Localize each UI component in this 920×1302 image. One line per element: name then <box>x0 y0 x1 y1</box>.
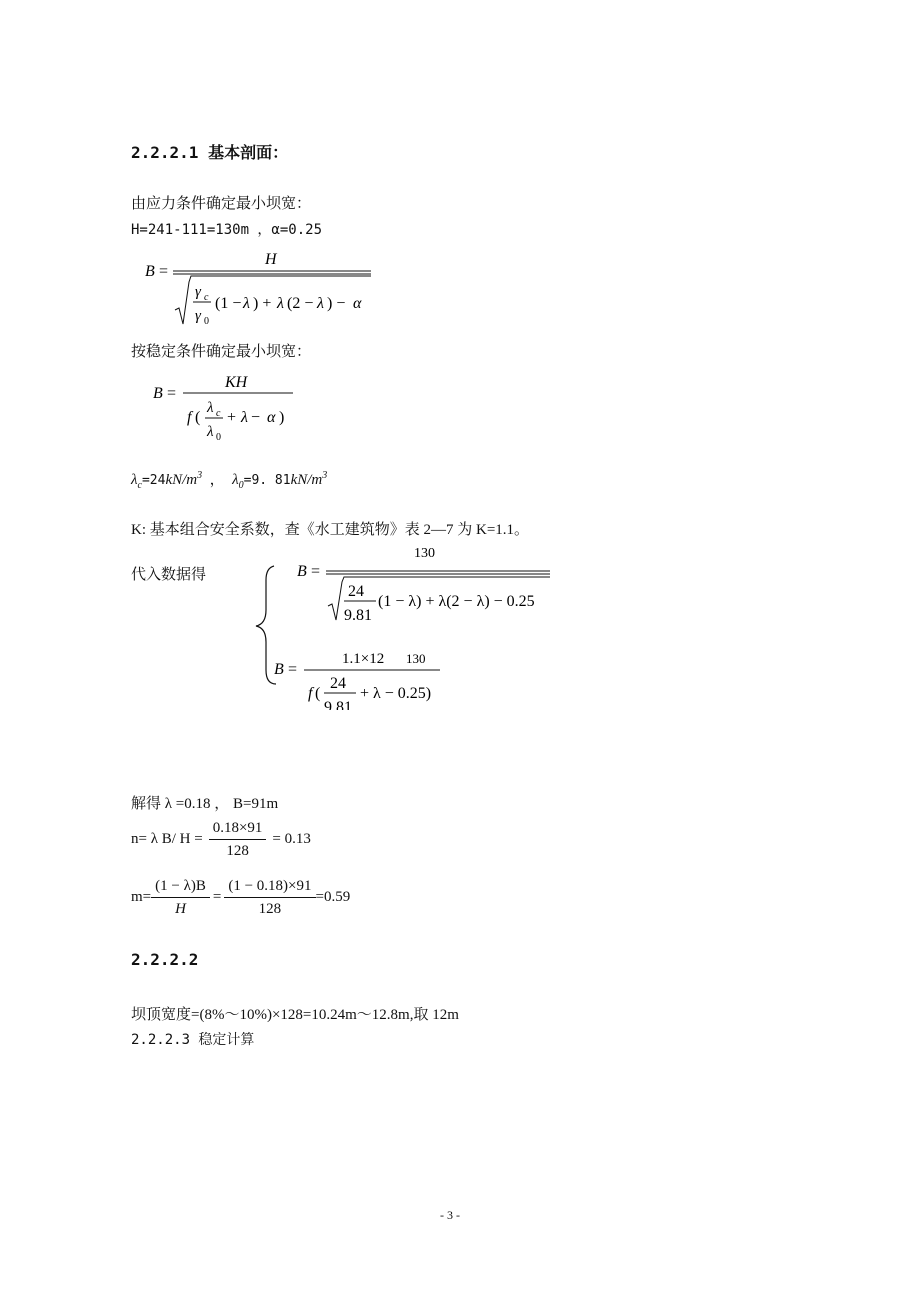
formula-stress-width-svg <box>143 244 383 328</box>
svg-text:) +: ) + <box>253 295 272 312</box>
m-prefix: m= <box>131 888 152 905</box>
svg-text:=: = <box>311 563 321 580</box>
svg-text:λ: λ <box>207 400 214 416</box>
svg-text:γ: γ <box>195 284 201 300</box>
m-fraction-2 <box>224 875 315 920</box>
lambda-values-line <box>131 468 327 491</box>
substitute-data-label: 代入数据得 <box>131 567 207 583</box>
svg-text:λ: λ <box>243 295 250 312</box>
lambda-c-symbol: $\lambda_c$ <box>131 472 142 491</box>
svg-text:=: = <box>159 263 169 280</box>
formula-stress-width <box>143 244 383 328</box>
svg-text:0: 0 <box>216 432 221 443</box>
n-fraction <box>209 817 267 862</box>
svg-text:=: = <box>288 661 298 678</box>
svg-text:B: B <box>274 661 284 678</box>
separator: ， <box>205 472 229 488</box>
svg-text:−: − <box>251 409 261 426</box>
svg-text:+: + <box>227 409 237 426</box>
curly-brace <box>256 566 276 684</box>
stress-condition-intro: 由应力条件确定最小坝宽： <box>131 196 312 212</box>
m-numerator-2: (1 − 0.18)×91 <box>224 875 315 898</box>
formula-stability-width-svg <box>151 370 311 450</box>
formula-n <box>131 814 311 864</box>
eq2-frac-top: 24 <box>330 675 346 692</box>
crest-width-line: 坝顶宽度=(8%～10%)×128=10.24m～12.8m,取 12m <box>131 1007 459 1023</box>
eq1-tail: (1 − λ) + λ(2 − λ) − 0.25 <box>378 593 535 610</box>
n-numerator: 0.18×91 <box>209 817 267 840</box>
solution-line: 解得 λ =0.18 ， B=91m <box>131 796 279 812</box>
svg-text:B: B <box>297 563 307 580</box>
m-result: =0.59 <box>315 888 351 905</box>
svg-text:c: c <box>204 292 209 303</box>
lambda-c-unit: $kN/m^3$ <box>165 470 203 488</box>
m-denominator-1: H <box>175 900 186 917</box>
svg-text:): ) <box>279 409 285 426</box>
svg-text:0: 0 <box>204 316 209 327</box>
svg-text:γ: γ <box>195 308 201 324</box>
n-denominator: 128 <box>226 842 249 859</box>
stability-condition-intro: 按稳定条件确定最小坝宽： <box>131 344 312 360</box>
k-safety-factor-line: K: 基本组合安全系数，查《水工建筑物》表 2—7 为 K=1.1。 <box>131 522 530 538</box>
equation-system-svg <box>254 540 564 710</box>
m-numerator-1: (1 − λ)B <box>151 875 210 898</box>
n-prefix: n= λ B/ H = <box>131 830 203 847</box>
unit-text: kN/m <box>290 472 323 488</box>
eq2-numerator: 1.1×12 <box>342 651 385 667</box>
svg-text:(: ( <box>315 685 321 702</box>
m-equals: = <box>212 888 222 905</box>
svg-text:=: = <box>167 385 177 402</box>
section-heading-2: 2.2.2.2 <box>131 950 199 969</box>
n-result: = 0.13 <box>272 830 311 847</box>
lambda-0-value: =9. 81 <box>243 473 291 488</box>
svg-text:H: H <box>265 251 277 268</box>
eq2-frac-bottom: 9.81 <box>324 699 352 710</box>
eq2-numerator-extra: 130 <box>406 651 426 666</box>
eq1-numerator: 130 <box>414 546 435 561</box>
eq1-frac-top: 24 <box>348 583 364 600</box>
eq1-frac-bottom: 9.81 <box>344 607 372 624</box>
eq2-tail: + λ − 0.25) <box>360 685 432 702</box>
svg-text:α: α <box>353 295 362 312</box>
svg-text:KH: KH <box>225 374 248 391</box>
m-denominator-2: 128 <box>258 900 282 917</box>
svg-text:(2 −: (2 − <box>287 295 314 312</box>
svg-text:B: B <box>153 385 163 402</box>
lambda-0-unit: $kN/m^3$ <box>290 470 328 488</box>
svg-text:f: f <box>187 409 192 426</box>
svg-text:λ: λ <box>241 409 248 426</box>
m-fraction-1 <box>151 875 210 920</box>
section-heading-1: 2.2.2.1 基本剖面： <box>131 143 289 162</box>
svg-text:B: B <box>145 263 155 280</box>
height-alpha-line: H=241-111=130m ，α=0.25 <box>131 222 323 238</box>
formula-stability-width <box>151 370 311 450</box>
svg-text:λ: λ <box>317 295 324 312</box>
svg-text:(: ( <box>195 409 201 426</box>
svg-text:λ: λ <box>207 424 214 440</box>
svg-text:c: c <box>216 408 221 419</box>
lambda-0-symbol: $\lambda_0$ <box>232 472 244 491</box>
svg-text:λ: λ <box>277 295 284 312</box>
unit-text: kN/m <box>165 472 198 488</box>
svg-text:f: f <box>308 685 313 702</box>
svg-text:(1 −: (1 − <box>215 295 242 312</box>
formula-m <box>131 872 350 922</box>
page-number: - 3 - <box>440 1208 460 1222</box>
svg-text:) −: ) − <box>327 295 346 312</box>
substituted-equation-system <box>254 540 564 710</box>
section-heading-3: 2.2.2.3 稳定计算 <box>131 1032 255 1048</box>
svg-text:α: α <box>267 409 276 426</box>
lambda-c-value: =24 <box>141 473 166 488</box>
